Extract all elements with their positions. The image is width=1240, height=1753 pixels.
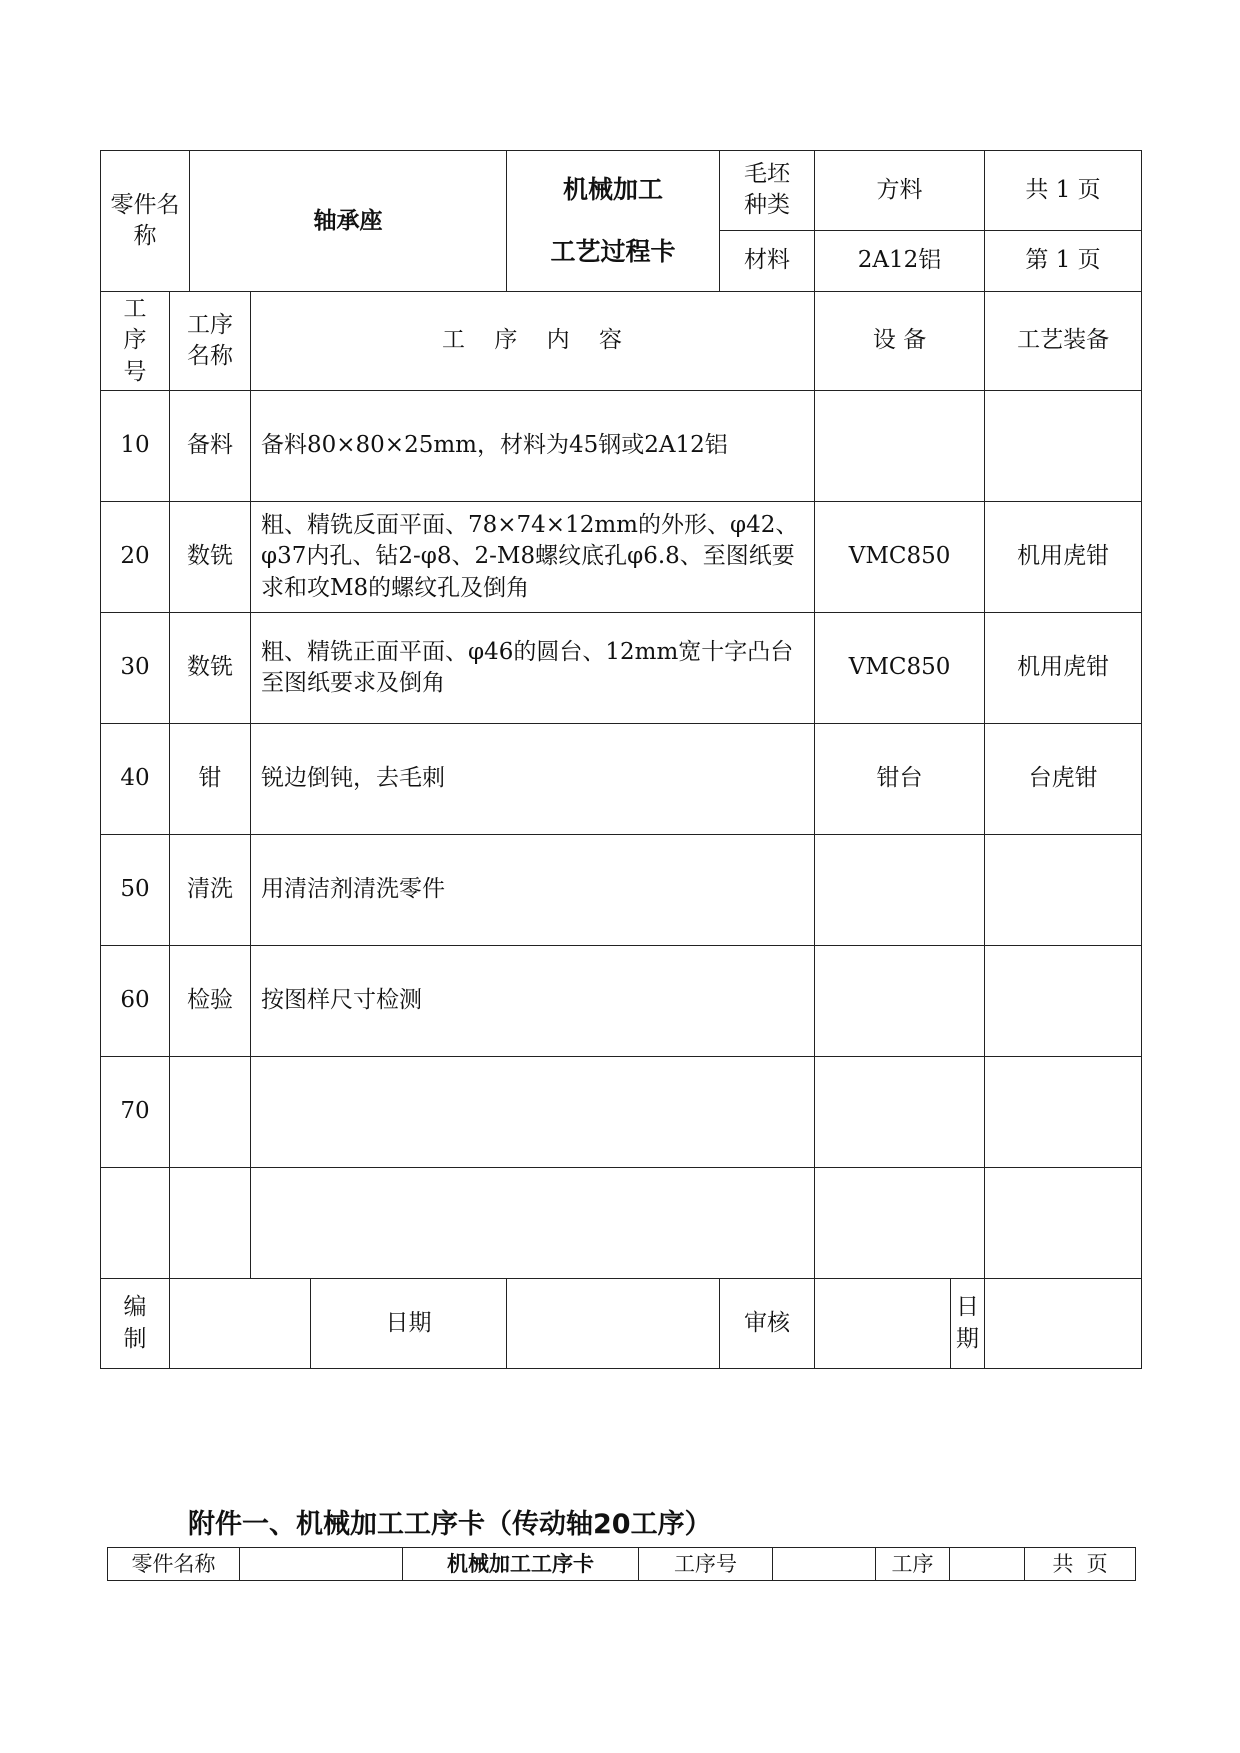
blank-type-label: 毛坯种类 xyxy=(720,151,815,231)
col-seq-no: 工序号 xyxy=(101,292,170,391)
col-content: 工 序 内 容 xyxy=(251,292,815,391)
date-value-2 xyxy=(985,1279,1142,1369)
row-equipment: VMC850 xyxy=(815,613,985,724)
row-seq: 60 xyxy=(101,946,170,1057)
row-fixture xyxy=(985,391,1142,502)
card-title-line2: 工艺过程卡 xyxy=(550,237,676,266)
row-equipment: VMC850 xyxy=(815,502,985,613)
compiled-value xyxy=(170,1279,311,1369)
appendix-card-header xyxy=(107,1547,1135,1581)
row-content: 粗、精铣反面平面、78×74×12mm的外形、φ42、φ37内孔、钻2-φ8、2-M8螺纹底孔φ6.8、至图纸要求和攻M8的螺纹孔及倒角 xyxy=(251,502,815,613)
row-name xyxy=(170,1168,251,1279)
row-name: 备料 xyxy=(170,391,251,502)
card-title-line1: 机械加工 xyxy=(563,175,664,204)
review-label: 审核 xyxy=(720,1279,815,1369)
row-name: 数铣 xyxy=(170,613,251,724)
table-row xyxy=(101,724,1142,835)
row-name: 钳 xyxy=(170,724,251,835)
blank-type-value: 方料 xyxy=(815,151,985,231)
appendix-part-name-value xyxy=(240,1548,403,1581)
total-pages: 共 1 页 xyxy=(985,151,1142,231)
col-op-name: 工序名称 xyxy=(170,292,251,391)
row-equipment xyxy=(815,835,985,946)
row-equipment xyxy=(815,391,985,502)
row-seq xyxy=(101,1168,170,1279)
row-name xyxy=(170,1057,251,1168)
row-content xyxy=(251,1057,815,1168)
date-label-2: 日期 xyxy=(951,1279,985,1369)
compiled-label: 编制 xyxy=(101,1279,170,1369)
table-row xyxy=(101,835,1142,946)
row-name: 检验 xyxy=(170,946,251,1057)
row-equipment: 钳台 xyxy=(815,724,985,835)
review-value xyxy=(815,1279,951,1369)
row-fixture xyxy=(985,1057,1142,1168)
row-fixture: 台虎钳 xyxy=(985,724,1142,835)
part-name-value: 轴承座 xyxy=(190,151,507,292)
row-fixture xyxy=(985,946,1142,1057)
table-row xyxy=(101,502,1142,613)
row-seq: 50 xyxy=(101,835,170,946)
appendix-op-label: 工序 xyxy=(876,1548,950,1581)
material-label: 材料 xyxy=(720,230,815,292)
appendix-pages: 共 页 xyxy=(1025,1548,1136,1581)
date-value-1 xyxy=(507,1279,720,1369)
appendix-table xyxy=(107,1547,1136,1581)
row-content: 备料80×80×25mm，材料为45钢或2A12铝 xyxy=(251,391,815,502)
row-content: 锐边倒钝，去毛刺 xyxy=(251,724,815,835)
appendix-card-title: 机械加工工序卡 xyxy=(403,1548,639,1581)
col-equipment: 设 备 xyxy=(815,292,985,391)
table-row xyxy=(101,1168,1142,1279)
row-seq: 10 xyxy=(101,391,170,502)
row-seq: 20 xyxy=(101,502,170,613)
date-label-1: 日期 xyxy=(311,1279,507,1369)
table-row xyxy=(101,1057,1142,1168)
page-number: 第 1 页 xyxy=(985,230,1142,292)
row-fixture xyxy=(985,1168,1142,1279)
process-card-table xyxy=(100,150,1142,1369)
row-equipment xyxy=(815,946,985,1057)
table-row xyxy=(101,946,1142,1057)
row-name: 清洗 xyxy=(170,835,251,946)
row-equipment xyxy=(815,1168,985,1279)
row-content: 用清洁剂清洗零件 xyxy=(251,835,815,946)
material-value: 2A12铝 xyxy=(815,230,985,292)
row-fixture xyxy=(985,835,1142,946)
row-fixture: 机用虎钳 xyxy=(985,613,1142,724)
row-seq: 70 xyxy=(101,1057,170,1168)
row-seq: 40 xyxy=(101,724,170,835)
appendix-op-value xyxy=(950,1548,1025,1581)
appendix-op-no-label: 工序号 xyxy=(639,1548,773,1581)
row-equipment xyxy=(815,1057,985,1168)
table-row xyxy=(101,391,1142,502)
row-content xyxy=(251,1168,815,1279)
part-name-label xyxy=(101,151,190,292)
card-title xyxy=(507,151,720,292)
row-name: 数铣 xyxy=(170,502,251,613)
row-fixture: 机用虎钳 xyxy=(985,502,1142,613)
part-name-label-text: 零件名称 xyxy=(110,191,180,249)
appendix-part-name-label: 零件名称 xyxy=(108,1548,240,1581)
table-row xyxy=(101,613,1142,724)
col-fixture: 工艺装备 xyxy=(985,292,1142,391)
row-content: 按图样尺寸检测 xyxy=(251,946,815,1057)
signature-row xyxy=(101,1279,1142,1369)
appendix-op-no-value xyxy=(773,1548,876,1581)
appendix-title: 附件一、机械加工工序卡（传动轴20工序） xyxy=(188,1509,712,1540)
row-seq: 30 xyxy=(101,613,170,724)
process-card xyxy=(100,150,1141,1369)
row-content: 粗、精铣正面平面、φ46的圆台、12mm宽十字凸台至图纸要求及倒角 xyxy=(251,613,815,724)
